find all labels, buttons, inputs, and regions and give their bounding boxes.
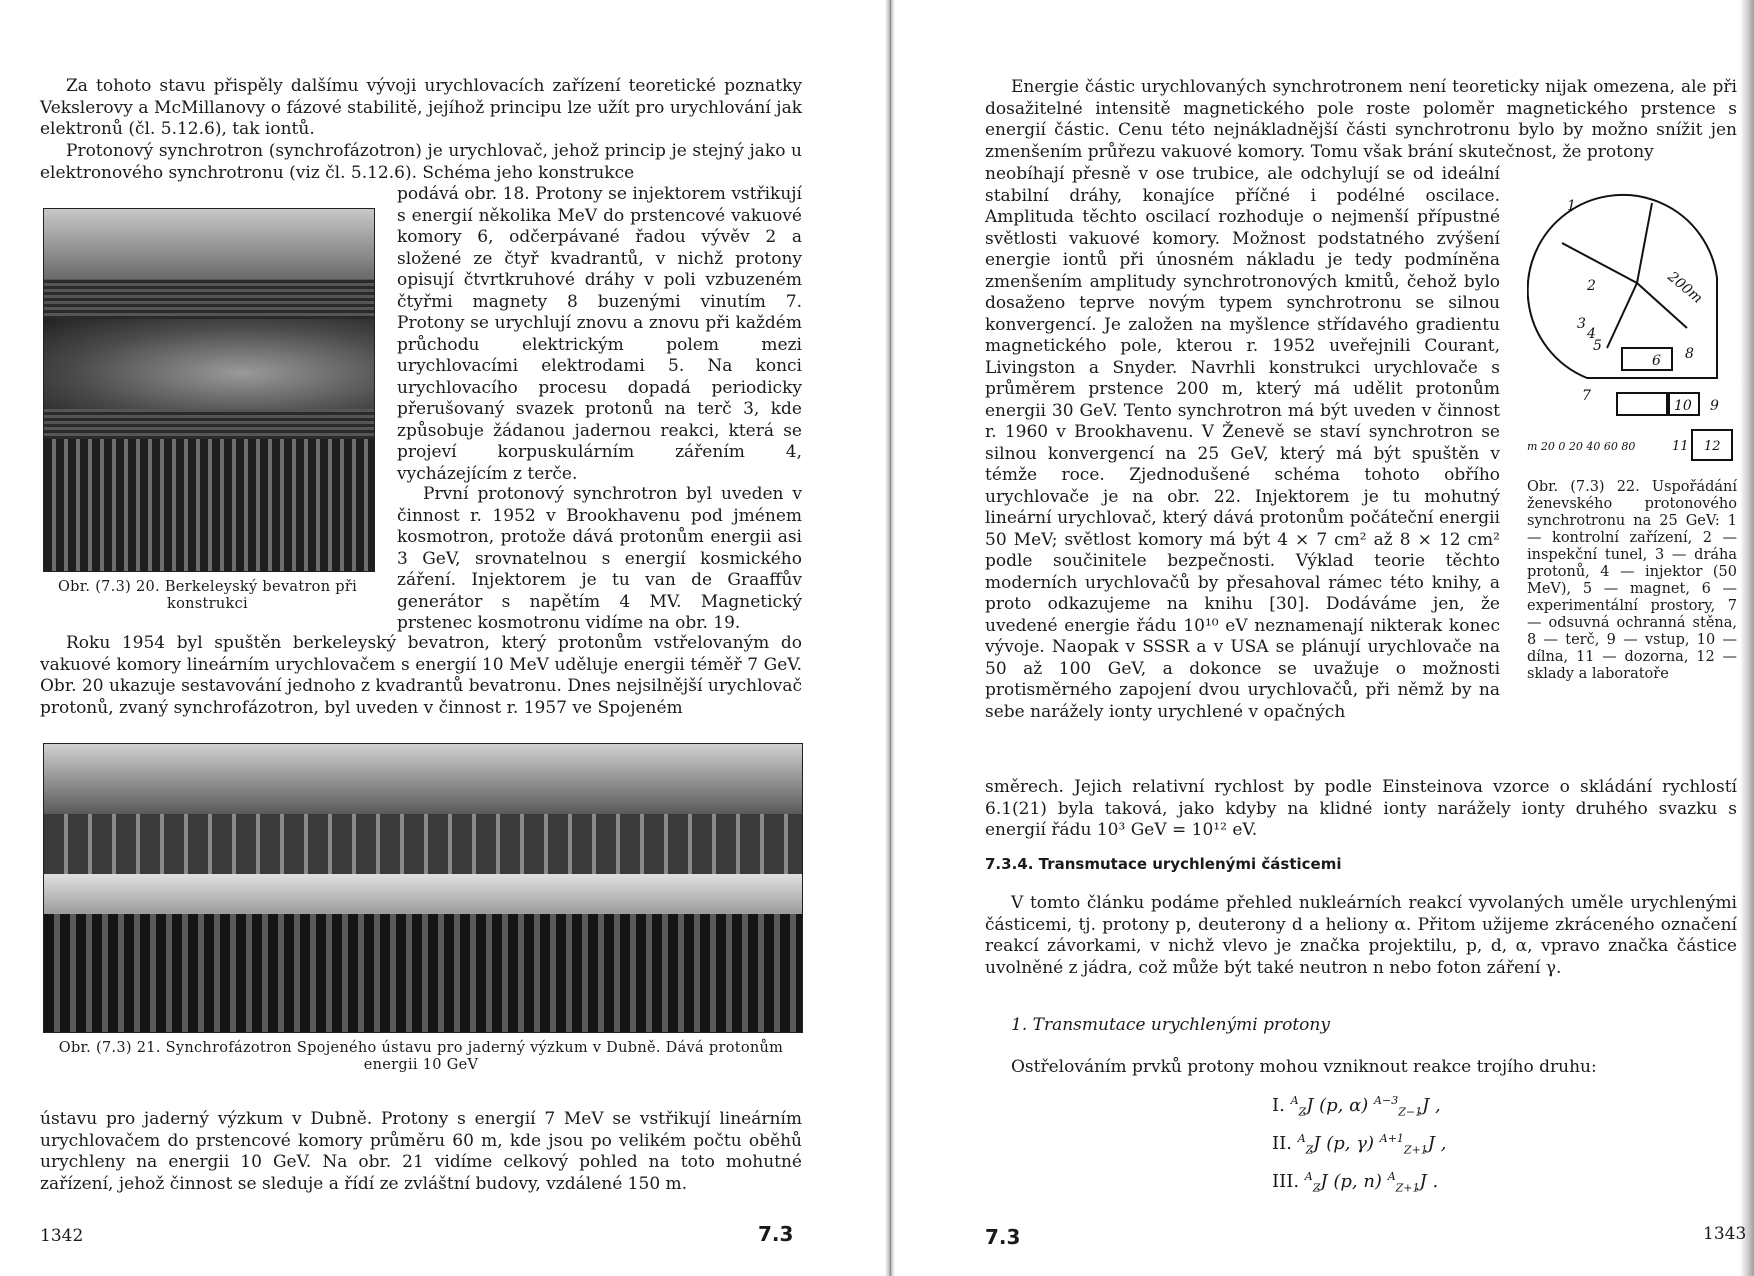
formula-1-right-sub: Z−1 (1398, 1105, 1423, 1119)
fig21-caption: Obr. (7.3) 21. Synchrofázotron Spojeného ústavu pro jaderný výzkum v Dubně. Dává protonům energii 10 GeV (58, 1040, 784, 1073)
formula-1-number: I. (1272, 1095, 1285, 1116)
formula-3 (1272, 1170, 1438, 1195)
dubna-synchrophasotron-photo (43, 743, 803, 1033)
formula-3-right-sub: Z+1 (1395, 1181, 1420, 1195)
formula-2-left-sub: Z (1305, 1143, 1314, 1157)
geneva-synchrotron-diagram (1527, 188, 1742, 463)
formula-2-end: J , (1427, 1133, 1447, 1154)
bevatron-photo (43, 208, 375, 572)
building-6 (1617, 393, 1667, 415)
formula-1 (1272, 1094, 1441, 1119)
label-10: 10 (1674, 398, 1692, 414)
fig22-caption: Obr. (7.3) 22. Uspořádání ženevského protonového synchrotronu na 25 GeV: 1 — kontrolní zařízení, 2 — inspekční tunel, 3 — dráha protonů, 4 — injektor (50 MeV), 5 — magnet, 6 — experimentální prostory, 7 — odsuvná ochranná stěna, 8 — terč, 9 — vstup, 10 — dílna, 11 — dozorna, 12 — sklady a laboratoře (1527, 479, 1737, 682)
formula-2 (1272, 1132, 1446, 1157)
right-para-2: V tomto článku podáme přehled nukleárních reakcí vyvolaných uměle urychlenými částicemi, tj. protony p, deuterony d a heliony α. Přitom užijeme zkráceného označení reakcí závorkami, v nichž vlevo je značka projektilu, p, d, α, vpravo značka částice uvolněné z jádra, což může být také neutron n nebo foton záření γ. (985, 893, 1737, 978)
left-section-number: 7.3 (758, 1222, 794, 1246)
formula-2-left-sup: A (1297, 1132, 1306, 1145)
formula-2-mid: J (p, γ) (1313, 1133, 1375, 1154)
formula-3-left-sup: A (1304, 1170, 1313, 1183)
fig20-caption: Obr. (7.3) 20. Berkeleyský bevatron při konstrukci (57, 579, 358, 612)
left-page-number: 1342 (40, 1226, 84, 1246)
right-section-number: 7.3 (985, 1225, 1021, 1249)
building-6-top (1622, 348, 1672, 370)
label-4: 4 (1587, 326, 1596, 342)
formula-3-number: III. (1272, 1171, 1300, 1192)
formula-1-right-sup: A−3 (1374, 1094, 1399, 1107)
subheading: 1. Transmutace urychlenými protony (1011, 1015, 1330, 1035)
label-3: 3 (1577, 316, 1586, 332)
spoke-4 (1607, 283, 1637, 348)
formula-1-left-sup: A (1290, 1094, 1299, 1107)
formula-3-left-sub: Z (1312, 1181, 1321, 1195)
label-6-top: 6 (1652, 353, 1661, 369)
label-12: 12 (1704, 439, 1721, 454)
formula-3-right-sup: A (1387, 1170, 1396, 1183)
page-edge (1740, 0, 1754, 1276)
right-para-3: Ostřelováním prvků protony mohou vzniknout reakce trojího druhu: (1011, 1057, 1597, 1077)
label-9: 9 (1710, 398, 1719, 414)
formula-2-number: II. (1272, 1133, 1292, 1154)
spoke-2 (1562, 243, 1637, 283)
label-11: 11 (1672, 439, 1689, 454)
left-para-2-full: Protonový synchrotron (synchrofázotron) je urychlovač, jehož princip je stejný jako u elektronového synchrotronu (viz čl. 5.12.6). Schéma jeho konstrukce (40, 141, 802, 183)
book-gutter (885, 0, 895, 1276)
label-7: 7 (1582, 388, 1591, 404)
left-para-2-wrap: podává obr. 18. Protony se injektorem vstřikují s energií několika MeV do prstencové vakuové komory 6, odčerpávané řadou vývěv 2 a složené ze čtyř kvadrantů, v nichž protony opisují čtvrtkruhové dráhy v poli vzbuzeném čtyřmi magnety 8 buzenými vinutím 7. Protony se urychlují znovu a znovu při každém průchodu elektrickým polem mezi urychlovacími elektrodami 5. Na konci urychlovacího procesu dopadá periodicky přerušovaný svazek protonů na terč 3, kde způsobuje žádanou jadernou reakci, která se projeví korpuskulárním zářením 4, vycházejícím z terče. (397, 184, 802, 484)
scale-label: m 20 0 20 40 60 80 (1527, 440, 1636, 453)
formula-1-left-sub: Z (1298, 1105, 1307, 1119)
formula-1-mid: J (p, α) (1306, 1095, 1369, 1116)
formula-3-end: J . (1419, 1171, 1439, 1192)
label-8: 8 (1685, 346, 1694, 362)
section-heading: 7.3.4. Transmutace urychlenými částicemi (985, 855, 1342, 873)
label-200m: 200m (1664, 268, 1706, 307)
left-para-1: Za tohoto stavu přispěly dalšímu vývoji urychlovacích zařízení teoretické poznatky Vekslerovy a McMillanovy o fázové stabilitě, jejíhož principu lze užít pro urychlování jak elektronů (čl. 5.12.6), tak iontů. (40, 76, 802, 139)
label-5: 5 (1593, 338, 1602, 354)
left-para-5: ústavu pro jaderný výzkum v Dubně. Protony s energií 7 MeV se vstřikují lineárním urychlovačem do prstencové komory průměru 60 m, kde jsou po velikém počtu oběhů urychleny na energii 10 GeV. Na obr. 21 vidíme celkový pohled na toto mohutné zařízení, jehož činnost se sleduje a řídí ze zvláštní budovy, vzdálené 150 m. (40, 1109, 802, 1194)
formula-1-end: J , (1422, 1095, 1441, 1116)
right-page-number: 1343 (1703, 1224, 1747, 1244)
spoke-1 (1637, 203, 1652, 283)
label-1: 1 (1567, 198, 1576, 214)
formula-2-right-sub: Z+1 (1403, 1143, 1428, 1157)
formula-2-right-sup: A+1 (1379, 1132, 1404, 1145)
label-2: 2 (1587, 278, 1596, 294)
left-para-4: Roku 1954 byl spuštěn berkeleyský bevatron, který protonům vstřelovaným do vakuové komory lineárním urychlovačem s energií 10 MeV uděluje energii téměř 7 GeV. Obr. 20 ukazuje sestavování jednoho z kvadrantů bevatronu. Dnes nejsilnější urychlovač protonů, zvaný synchrofázotron, byl uveden v činnost r. 1957 ve Spojeném (40, 633, 802, 718)
left-para-3: První protonový synchrotron byl uveden v činnost r. 1952 v Brookhavenu pod jménem kosmotron, protože dává protonům energii asi 3 GeV, srovnatelnou s energií kosmického záření. Injektorem je tu van de Graaffův generátor s napětím 4 MV. Magnetický prstenec kosmotronu vidíme na obr. 19. (397, 484, 802, 633)
formula-3-mid: J (p, n) (1320, 1171, 1382, 1192)
right-para-1-end: směrech. Jejich relativní rychlost by podle Einsteinova vzorce o skládání rychlostí 6.1(21) byla taková, jako kdyby na klidné ionty narážely ionty druhého svazku s energií řádu 10³ GeV = 10¹² eV. (985, 777, 1737, 840)
right-para-1-full: Energie částic urychlovaných synchrotronem není teoreticky nijak omezena, ale při dosažitelné intensitě magnetického pole roste poloměr magnetického prstence s energií částic. Cenu této nejnákladnější části synchrotronu bylo by možno snížit jen zmenšením průřezu vakuové komory. Tomu však brání skutečnost, že protony (985, 77, 1737, 162)
right-para-1-wrap: neobíhají přesně v ose trubice, ale odchylují se od ideální stabilní dráhy, konajíce příčné i podélné oscilace. Amplituda těchto oscilací rozhoduje o nejmenší přípustné světlosti vakuové komory. Možnost podstatného zvýšení energie iontů při únosném nákladu je tedy podmíněna zmenšením amplitudy synchrotronových kmitů, čehož bylo dosaženo teprve novým typem synchrotronu se silnou konvergencí. Je založen na myšlence střídavého gradientu magnetického pole, kterou r. 1952 uveřejnili Courant, Livingston a Snyder. Navrhli konstrukci urychlovače s průměrem prstence 200 m, který má udělit protonům energii 30 GeV. Tento synchrotron má být uveden v činnost r. 1960 v Brookhavenu. V Ženevě se staví synchrotron se silnou konvergencí na 25 GeV, který má být spuštěn v témže roce. Zjednodušené schéma tohoto obřího urychlovače je na obr. 22. Injektorem je tu mohutný lineární urychlovač, který dává protonům počáteční energii 50 MeV; světlost komory má být 4 × 7 cm² až 8 × 12 cm² podle součinitele bezpečnosti. Výklad teorie těchto moderních urychlovačů by přesahoval rámec této knihy, a proto odkazujeme na knihu [30]. Dodáváme jen, že uvedené energie řádu 10¹⁰ eV neznamenají nikterak konec vývoje. Naopak v SSSR a v USA se plánují urychlovače na 50 až 100 GeV, a dokonce se uvažuje o možnosti protisměrného zapojení dvou urychlovačů, při němž by na sebe narážely ionty urychlené v opačných (985, 164, 1500, 722)
